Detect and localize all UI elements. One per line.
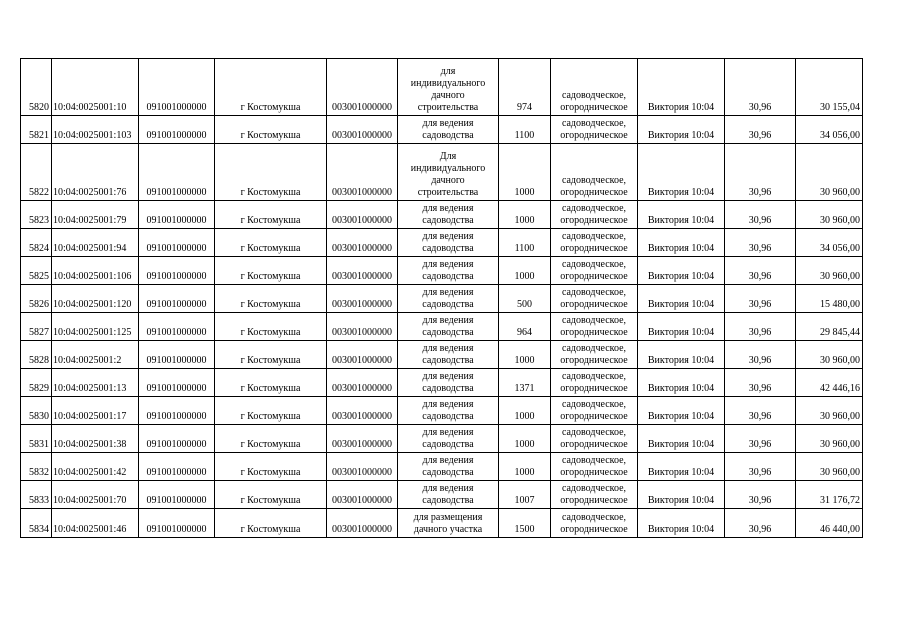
row-number-cell: 5823 bbox=[21, 201, 52, 229]
area-cell: 964 bbox=[499, 313, 551, 341]
cadastral-value-cell: 30 960,00 bbox=[796, 397, 863, 425]
valuation-zone-cell: Виктория 10:04 bbox=[638, 397, 725, 425]
kladr-code-cell: 091001000000 bbox=[139, 257, 215, 285]
cadastral-value-cell: 34 056,00 bbox=[796, 229, 863, 257]
valuation-zone-cell: Виктория 10:04 bbox=[638, 313, 725, 341]
kladr-code-cell: 091001000000 bbox=[139, 341, 215, 369]
table-row bbox=[21, 369, 863, 397]
specific-value-cell: 30,96 bbox=[725, 285, 796, 313]
specific-value-cell: 30,96 bbox=[725, 59, 796, 116]
city-cell: г Костомукша bbox=[215, 144, 327, 201]
permitted-use-cell: для ведения садоводства bbox=[398, 369, 499, 397]
city-cell: г Костомукша bbox=[215, 509, 327, 538]
cadastral-value-cell: 29 845,44 bbox=[796, 313, 863, 341]
area-cell: 1000 bbox=[499, 425, 551, 453]
okato-code-cell: 003001000000 bbox=[327, 509, 398, 538]
kladr-code-cell: 091001000000 bbox=[139, 509, 215, 538]
row-number-cell: 5824 bbox=[21, 229, 52, 257]
area-cell: 1000 bbox=[499, 201, 551, 229]
area-cell: 1000 bbox=[499, 257, 551, 285]
okato-code-cell: 003001000000 bbox=[327, 257, 398, 285]
land-category-cell: садоводческое, огородническое bbox=[551, 144, 638, 201]
land-category-cell: садоводческое, огородническое bbox=[551, 481, 638, 509]
cadastral-value-cell: 30 155,04 bbox=[796, 59, 863, 116]
permitted-use-cell: для ведения садоводства bbox=[398, 341, 499, 369]
city-cell: г Костомукша bbox=[215, 257, 327, 285]
table-row bbox=[21, 397, 863, 425]
table-body bbox=[21, 59, 863, 538]
kladr-code-cell: 091001000000 bbox=[139, 481, 215, 509]
specific-value-cell: 30,96 bbox=[725, 425, 796, 453]
land-category-cell: садоводческое, огородническое bbox=[551, 341, 638, 369]
cadastral-number-cell: 10:04:0025001:13 bbox=[52, 369, 139, 397]
valuation-zone-cell: Виктория 10:04 bbox=[638, 201, 725, 229]
table-row bbox=[21, 201, 863, 229]
land-category-cell: садоводческое, огородническое bbox=[551, 397, 638, 425]
table-row bbox=[21, 341, 863, 369]
area-cell: 1000 bbox=[499, 453, 551, 481]
table-row bbox=[21, 481, 863, 509]
cadastral-number-cell: 10:04:0025001:10 bbox=[52, 59, 139, 116]
table-row bbox=[21, 116, 863, 144]
city-cell: г Костомукша bbox=[215, 285, 327, 313]
specific-value-cell: 30,96 bbox=[725, 313, 796, 341]
cadastral-value-cell: 30 960,00 bbox=[796, 144, 863, 201]
area-cell: 1100 bbox=[499, 229, 551, 257]
city-cell: г Костомукша bbox=[215, 369, 327, 397]
cadastral-number-cell: 10:04:0025001:38 bbox=[52, 425, 139, 453]
land-category-cell: садоводческое, огородническое bbox=[551, 59, 638, 116]
land-category-cell: садоводческое, огородническое bbox=[551, 509, 638, 538]
permitted-use-cell: для ведения садоводства bbox=[398, 285, 499, 313]
specific-value-cell: 30,96 bbox=[725, 257, 796, 285]
okato-code-cell: 003001000000 bbox=[327, 453, 398, 481]
row-number-cell: 5829 bbox=[21, 369, 52, 397]
permitted-use-cell: Для индивидуального дачного строительства bbox=[398, 144, 499, 201]
cadastral-value-cell: 30 960,00 bbox=[796, 425, 863, 453]
cadastral-number-cell: 10:04:0025001:106 bbox=[52, 257, 139, 285]
cadastral-number-cell: 10:04:0025001:70 bbox=[52, 481, 139, 509]
specific-value-cell: 30,96 bbox=[725, 453, 796, 481]
okato-code-cell: 003001000000 bbox=[327, 341, 398, 369]
kladr-code-cell: 091001000000 bbox=[139, 116, 215, 144]
kladr-code-cell: 091001000000 bbox=[139, 313, 215, 341]
cadastral-value-cell: 15 480,00 bbox=[796, 285, 863, 313]
specific-value-cell: 30,96 bbox=[725, 481, 796, 509]
cadastral-value-cell: 34 056,00 bbox=[796, 116, 863, 144]
row-number-cell: 5830 bbox=[21, 397, 52, 425]
specific-value-cell: 30,96 bbox=[725, 509, 796, 538]
land-category-cell: садоводческое, огородническое bbox=[551, 369, 638, 397]
specific-value-cell: 30,96 bbox=[725, 229, 796, 257]
row-number-cell: 5834 bbox=[21, 509, 52, 538]
cadastral-value-cell: 31 176,72 bbox=[796, 481, 863, 509]
kladr-code-cell: 091001000000 bbox=[139, 59, 215, 116]
cadastral-value-cell: 46 440,00 bbox=[796, 509, 863, 538]
city-cell: г Костомукша bbox=[215, 116, 327, 144]
city-cell: г Костомукша bbox=[215, 313, 327, 341]
cadastral-value-cell: 42 446,16 bbox=[796, 369, 863, 397]
area-cell: 974 bbox=[499, 59, 551, 116]
cadastral-number-cell: 10:04:0025001:2 bbox=[52, 341, 139, 369]
okato-code-cell: 003001000000 bbox=[327, 285, 398, 313]
row-number-cell: 5832 bbox=[21, 453, 52, 481]
cadastral-number-cell: 10:04:0025001:94 bbox=[52, 229, 139, 257]
kladr-code-cell: 091001000000 bbox=[139, 397, 215, 425]
specific-value-cell: 30,96 bbox=[725, 144, 796, 201]
valuation-zone-cell: Виктория 10:04 bbox=[638, 481, 725, 509]
valuation-zone-cell: Виктория 10:04 bbox=[638, 229, 725, 257]
land-category-cell: садоводческое, огородническое bbox=[551, 201, 638, 229]
okato-code-cell: 003001000000 bbox=[327, 144, 398, 201]
permitted-use-cell: для ведения садоводства bbox=[398, 313, 499, 341]
permitted-use-cell: для ведения садоводства bbox=[398, 425, 499, 453]
land-category-cell: садоводческое, огородническое bbox=[551, 116, 638, 144]
table-row bbox=[21, 313, 863, 341]
cadastral-number-cell: 10:04:0025001:42 bbox=[52, 453, 139, 481]
valuation-zone-cell: Виктория 10:04 bbox=[638, 285, 725, 313]
permitted-use-cell: для ведения садоводства bbox=[398, 257, 499, 285]
kladr-code-cell: 091001000000 bbox=[139, 144, 215, 201]
kladr-code-cell: 091001000000 bbox=[139, 201, 215, 229]
permitted-use-cell: для ведения садоводства bbox=[398, 453, 499, 481]
cadastral-value-cell: 30 960,00 bbox=[796, 453, 863, 481]
area-cell: 1000 bbox=[499, 397, 551, 425]
kladr-code-cell: 091001000000 bbox=[139, 229, 215, 257]
permitted-use-cell: для ведения садоводства bbox=[398, 481, 499, 509]
area-cell: 500 bbox=[499, 285, 551, 313]
permitted-use-cell: для ведения садоводства bbox=[398, 229, 499, 257]
specific-value-cell: 30,96 bbox=[725, 116, 796, 144]
table-row bbox=[21, 509, 863, 538]
table-row bbox=[21, 425, 863, 453]
cadastral-number-cell: 10:04:0025001:120 bbox=[52, 285, 139, 313]
row-number-cell: 5820 bbox=[21, 59, 52, 116]
land-category-cell: садоводческое, огородническое bbox=[551, 285, 638, 313]
city-cell: г Костомукша bbox=[215, 229, 327, 257]
cadastral-value-cell: 30 960,00 bbox=[796, 257, 863, 285]
valuation-zone-cell: Виктория 10:04 bbox=[638, 369, 725, 397]
valuation-zone-cell: Виктория 10:04 bbox=[638, 144, 725, 201]
valuation-zone-cell: Виктория 10:04 bbox=[638, 453, 725, 481]
permitted-use-cell: для ведения садоводства bbox=[398, 397, 499, 425]
valuation-zone-cell: Виктория 10:04 bbox=[638, 59, 725, 116]
area-cell: 1000 bbox=[499, 341, 551, 369]
area-cell: 1371 bbox=[499, 369, 551, 397]
area-cell: 1007 bbox=[499, 481, 551, 509]
row-number-cell: 5827 bbox=[21, 313, 52, 341]
table-row bbox=[21, 229, 863, 257]
row-number-cell: 5831 bbox=[21, 425, 52, 453]
okato-code-cell: 003001000000 bbox=[327, 369, 398, 397]
okato-code-cell: 003001000000 bbox=[327, 425, 398, 453]
permitted-use-cell: для ведения садоводства bbox=[398, 116, 499, 144]
table-row bbox=[21, 59, 863, 116]
city-cell: г Костомукша bbox=[215, 481, 327, 509]
okato-code-cell: 003001000000 bbox=[327, 201, 398, 229]
city-cell: г Костомукша bbox=[215, 425, 327, 453]
specific-value-cell: 30,96 bbox=[725, 397, 796, 425]
table-row bbox=[21, 257, 863, 285]
land-category-cell: садоводческое, огородническое bbox=[551, 313, 638, 341]
city-cell: г Костомукша bbox=[215, 341, 327, 369]
city-cell: г Костомукша bbox=[215, 201, 327, 229]
kladr-code-cell: 091001000000 bbox=[139, 453, 215, 481]
area-cell: 1500 bbox=[499, 509, 551, 538]
cadastral-number-cell: 10:04:0025001:125 bbox=[52, 313, 139, 341]
land-parcels-table bbox=[20, 58, 863, 538]
valuation-zone-cell: Виктория 10:04 bbox=[638, 116, 725, 144]
row-number-cell: 5821 bbox=[21, 116, 52, 144]
okato-code-cell: 003001000000 bbox=[327, 229, 398, 257]
cadastral-number-cell: 10:04:0025001:103 bbox=[52, 116, 139, 144]
row-number-cell: 5826 bbox=[21, 285, 52, 313]
table-row bbox=[21, 285, 863, 313]
okato-code-cell: 003001000000 bbox=[327, 481, 398, 509]
cadastral-number-cell: 10:04:0025001:17 bbox=[52, 397, 139, 425]
cadastral-number-cell: 10:04:0025001:76 bbox=[52, 144, 139, 201]
cadastral-number-cell: 10:04:0025001:79 bbox=[52, 201, 139, 229]
land-category-cell: садоводческое, огородническое bbox=[551, 453, 638, 481]
okato-code-cell: 003001000000 bbox=[327, 59, 398, 116]
permitted-use-cell: для ведения садоводства bbox=[398, 201, 499, 229]
land-category-cell: садоводческое, огородническое bbox=[551, 425, 638, 453]
specific-value-cell: 30,96 bbox=[725, 201, 796, 229]
land-category-cell: садоводческое, огородническое bbox=[551, 229, 638, 257]
row-number-cell: 5822 bbox=[21, 144, 52, 201]
row-number-cell: 5833 bbox=[21, 481, 52, 509]
kladr-code-cell: 091001000000 bbox=[139, 369, 215, 397]
cadastral-value-cell: 30 960,00 bbox=[796, 201, 863, 229]
land-category-cell: садоводческое, огородническое bbox=[551, 257, 638, 285]
okato-code-cell: 003001000000 bbox=[327, 313, 398, 341]
permitted-use-cell: для индивидуального дачного строительства bbox=[398, 59, 499, 116]
specific-value-cell: 30,96 bbox=[725, 341, 796, 369]
city-cell: г Костомукша bbox=[215, 397, 327, 425]
valuation-zone-cell: Виктория 10:04 bbox=[638, 425, 725, 453]
kladr-code-cell: 091001000000 bbox=[139, 285, 215, 313]
area-cell: 1100 bbox=[499, 116, 551, 144]
row-number-cell: 5825 bbox=[21, 257, 52, 285]
area-cell: 1000 bbox=[499, 144, 551, 201]
row-number-cell: 5828 bbox=[21, 341, 52, 369]
table-row bbox=[21, 144, 863, 201]
valuation-zone-cell: Виктория 10:04 bbox=[638, 341, 725, 369]
permitted-use-cell: для размещения дачного участка bbox=[398, 509, 499, 538]
city-cell: г Костомукша bbox=[215, 453, 327, 481]
specific-value-cell: 30,96 bbox=[725, 369, 796, 397]
city-cell: г Костомукша bbox=[215, 59, 327, 116]
valuation-zone-cell: Виктория 10:04 bbox=[638, 257, 725, 285]
okato-code-cell: 003001000000 bbox=[327, 116, 398, 144]
cadastral-value-cell: 30 960,00 bbox=[796, 341, 863, 369]
kladr-code-cell: 091001000000 bbox=[139, 425, 215, 453]
cadastral-number-cell: 10:04:0025001:46 bbox=[52, 509, 139, 538]
valuation-zone-cell: Виктория 10:04 bbox=[638, 509, 725, 538]
okato-code-cell: 003001000000 bbox=[327, 397, 398, 425]
table-row bbox=[21, 453, 863, 481]
